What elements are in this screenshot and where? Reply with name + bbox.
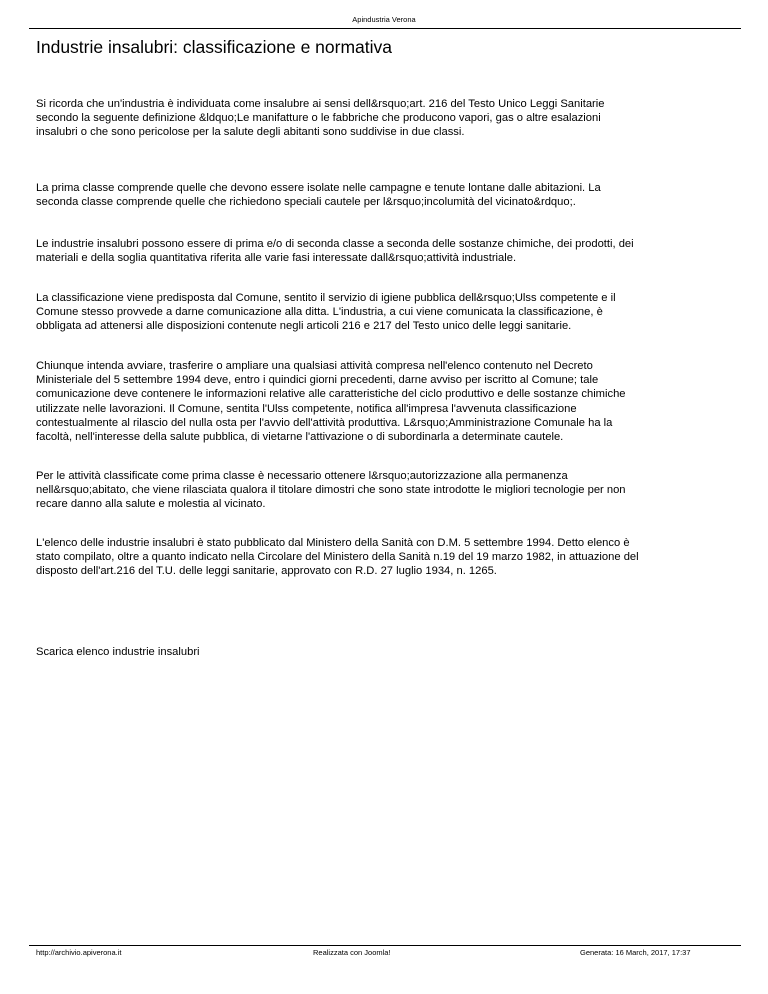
paragraph-list-publication: L'elenco delle industrie insalubri è stato pubblicato dal Ministero della Sanità con D.M. 5 settembre 1994. Detto elenco è stato compilato, oltre a quanto indicato nella Circolare del Ministero della Sanità n.19 del 19 marzo 1982, in attuazione del disposto dell'art.216 del T.U. delle leggi sanitarie, approvato con R.D. 27 luglio 1934, n. 1265. bbox=[36, 537, 639, 578]
paragraph-definition: Si ricorda che un'industria è individuata come insalubre ai sensi dell&rsquo;art. 216 del Testo Unico Leggi Sanitarie secondo la seguente definizione &ldquo;Le manifatture o le fabbriche che producono vapori, gas o altre esalazioni insalubri o che sono pericolose per la salute degli abitanti sono suddivise in due classi. bbox=[36, 98, 605, 139]
paragraph-first-second-class: Le industrie insalubri possono essere di prima e/o di seconda classe a seconda delle sostanze chimiche, dei prodotti, dei materiali e della soglia quantitativa riferita alle varie fasi interessate dall&rsquo;attività industriale. bbox=[36, 238, 634, 265]
header-divider bbox=[29, 28, 741, 29]
footer-credit: Realizzata con Joomla! bbox=[313, 948, 391, 957]
paragraph-classes: La prima classe comprende quelle che devono essere isolate nelle campagne e tenute lontane dalle abitazioni. La seconda classe comprende quelle che richiedono speciali cautele per l&rsquo;incolumità del vicinato&rdquo;. bbox=[36, 182, 601, 209]
site-name-header: Apindustria Verona bbox=[352, 15, 416, 24]
paragraph-notification: Chiunque intenda avviare, trasferire o ampliare una qualsiasi attività compresa nell'elenco contenuto nel Decreto Ministeriale del 5 settembre 1994 deve, entro i quindici giorni precedenti, darne avviso per iscritto al Comune; tale comunicazione deve contenere le informazioni relative alle caratteristiche del ciclo produttivo e delle sostanze chimiche utilizzate nelle lavorazioni. Il Comune, sentita l'Ulss competente, notifica all'impresa l'avvenuta classificazione contestualmente al rilascio del nulla osta per l'avvio dell'attività produttiva. L&rsquo;Amministrazione Comunale ha la facoltà, nell'interesse della salute pubblica, di vietarne l'attivazione o di subordinarla a determinate cautele. bbox=[36, 360, 626, 444]
footer-divider bbox=[29, 945, 741, 946]
download-list-link[interactable]: Scarica elenco industrie insalubri bbox=[36, 646, 200, 658]
page-title: Industrie insalubri: classificazione e normativa bbox=[36, 37, 392, 57]
paragraph-classification: La classificazione viene predisposta dal Comune, sentito il servizio di igiene pubblica dell&rsquo;Ulss competente e il Comune stesso provvede a darne comunicazione alla ditta. L'industria, a cui viene comunicata la classificazione, è obbligata ad attenersi alle disposizioni contenute negli articoli 216 e 217 del Testo unico delle leggi sanitarie. bbox=[36, 292, 616, 333]
footer-generated-date: Generata: 16 March, 2017, 17:37 bbox=[580, 948, 691, 957]
paragraph-authorization: Per le attività classificate come prima classe è necessario ottenere l&rsquo;autorizzazione alla permanenza nell&rsquo;abitato, che viene rilasciata qualora il titolare dimostri che sono state introdotte le migliori tecnologie per non recare danno alla salute e molestia al vicinato. bbox=[36, 470, 626, 511]
footer-url[interactable]: http://archivio.apiverona.it bbox=[36, 948, 122, 957]
